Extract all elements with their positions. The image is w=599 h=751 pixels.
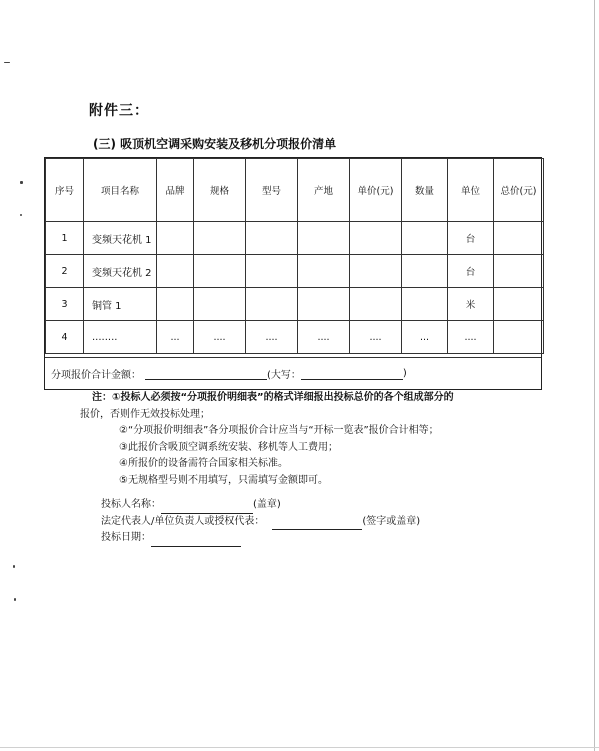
cell-unit-price [350,222,402,255]
cell-total-price [494,321,544,354]
total-amount-label: 分项报价合计金额： [51,370,141,381]
note-4: ④所报价的设备需符合国家相关标准。 [119,458,288,469]
col-header-seq: 序号 [46,159,84,222]
total-daxie-close: ) [402,368,407,379]
cell-spec [194,222,246,255]
cell-item-name: ........ [84,321,157,354]
cell-quantity: ... [402,321,448,354]
table-row [46,255,544,288]
bid-date-label: 投标日期： [101,532,151,543]
cell-model: .... [246,321,298,354]
cell-origin [298,255,350,288]
table-row [46,222,544,255]
note-1: 注：①投标人必须按“分项报价明细表”的格式详细报出投标总价的各个组成部分的 [92,392,454,403]
cell-model [246,255,298,288]
scan-speck [13,565,15,568]
cell-spec [194,255,246,288]
cell-brand [157,288,194,321]
signature-section [101,497,420,547]
cell-total-price [494,255,544,288]
scan-speck [14,598,16,601]
cell-seq: 4 [46,321,84,354]
cell-unit-price [350,255,402,288]
annex-title: 附件三： [89,103,149,119]
cell-origin [298,288,350,321]
col-header-total-price: 总价(元) [494,159,544,222]
bidder-name-label: 投标人名称： [101,499,161,510]
bid-date-line [101,530,420,547]
cell-spec [194,288,246,321]
cell-seq: 2 [46,255,84,288]
notes-section [80,390,454,489]
quotation-grid [45,158,544,354]
col-header-spec: 规格 [194,159,246,222]
note-3: ③此报价含吸顶空调系统安装、移机等人工费用； [119,441,338,453]
table-header-row [46,159,544,222]
col-header-brand: 品牌 [157,159,194,222]
cell-seq: 3 [46,288,84,321]
scan-edge-bottom [0,747,599,748]
document-subtitle: (三) 吸顶机空调采购安装及移机分项报价清单 [93,137,337,151]
quotation-table [44,157,542,390]
cell-unit: 米 [448,288,494,321]
cell-total-price [494,288,544,321]
bidder-name-line [101,497,420,514]
table-row [46,321,544,354]
total-amount-row [45,357,541,389]
representative-blank[interactable] [272,518,362,530]
cell-brand [157,222,194,255]
cell-unit: 台 [448,222,494,255]
scan-speck [20,214,22,216]
representative-line [101,514,420,531]
col-header-origin: 产地 [298,159,350,222]
cell-unit: 台 [448,255,494,288]
cell-unit-price [350,288,402,321]
cell-origin [298,222,350,255]
cell-model [246,222,298,255]
col-header-unit: 单位 [448,159,494,222]
cell-origin: .... [298,321,350,354]
cell-unit-price: .... [350,321,402,354]
cell-seq: 1 [46,222,84,255]
bidder-seal-note: (盖章) [253,499,281,510]
col-header-item-name: 项目名称 [84,159,157,222]
representative-sign-note: (签字或盖章) [362,515,421,527]
cell-quantity [402,288,448,321]
note-5: ⑤无规格型号则不用填写，只需填写金额即可。 [119,474,328,486]
cell-model [246,288,298,321]
cell-brand [157,255,194,288]
cell-total-price [494,222,544,255]
cell-quantity [402,222,448,255]
col-header-model: 型号 [246,159,298,222]
note-2: ②“分项报价明细表”各分项报价合计应当与“开标一览表”报价合计相等； [119,425,439,436]
col-header-unit-price: 单价(元) [350,159,402,222]
representative-label: 法定代表人/单位负责人或授权代表： [101,515,265,527]
cell-item-name: 变频天花机 1 [84,222,157,255]
scan-speck [4,62,10,63]
bidder-name-blank[interactable] [161,502,253,514]
bid-date-blank[interactable] [151,535,241,547]
total-daxie-blank[interactable] [301,368,403,380]
note-1-cont: 报价，否则作无效投标处理； [80,408,210,420]
cell-brand: ... [157,321,194,354]
table-row [46,288,544,321]
col-header-quantity: 数量 [402,159,448,222]
scan-edge-right [594,0,595,751]
cell-unit: .... [448,321,494,354]
total-amount-blank[interactable] [145,368,267,380]
scan-speck [20,181,23,184]
cell-item-name: 变频天花机 2 [84,255,157,288]
cell-item-name: 铜管 1 [84,288,157,321]
cell-quantity [402,255,448,288]
cell-spec: .... [194,321,246,354]
total-daxie-label: (大写： [267,370,301,381]
